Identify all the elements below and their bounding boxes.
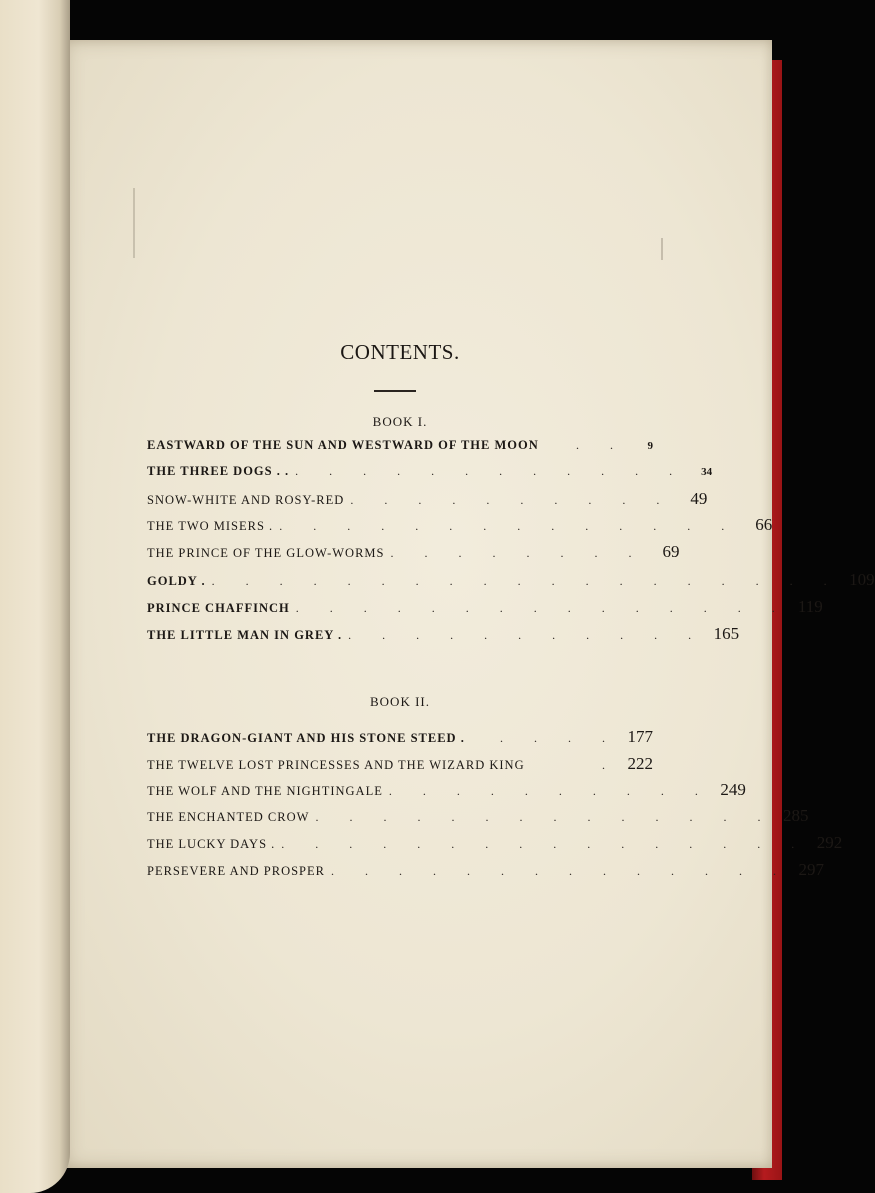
toc-page-number: 69 [662,542,680,561]
toc-entry-title: SNOW-WHITE AND ROSY-RED [147,493,345,507]
toc-entry [147,727,653,751]
toc-entry-title: THE LUCKY DAYS . [147,837,276,851]
toc-page-number: 119 [797,597,823,616]
toc-entry [147,570,875,594]
toc-dot-leader: . . . . . . . . . . . . [295,464,687,478]
toc-page-number: 249 [720,780,746,799]
page-title: CONTENTS. [340,340,460,364]
toc-dot-leader: . . . . . . . . . . . . . . [315,810,775,824]
paper-mark [133,188,135,258]
toc-dot-leader: . . . . . . . . . . . . . . . [295,601,789,615]
toc-entry [147,597,823,621]
toc-page-number: 109 [849,570,875,589]
toc-dot-leader: . . . . . . . . . . . . . . . . . . . [211,574,841,588]
toc-dot-leader: . . . . . . . . . . . . . . . . [281,837,809,851]
toc-page-number: 165 [713,624,740,643]
toc-dot-leader: . . . . . . . . . . . . . . [279,519,739,533]
toc-entry-title: EASTWARD OF THE SUN AND WESTWARD OF THE MOON [147,438,539,452]
toc-page-number: 177 [627,727,653,746]
toc-page-number: 297 [798,860,824,879]
toc-entry-title: GOLDY . [147,574,206,588]
toc-dot-leader: . . . . . . . . [390,546,646,560]
toc-entry [147,489,708,513]
toc-page-number: 9 [647,440,653,452]
toc-page-number: 66 [755,515,773,534]
toc-entry [147,542,680,566]
toc-entry [147,438,653,462]
left-page-edge [0,0,70,1193]
toc-dot-leader: . . . . . . . . . . [388,784,712,798]
toc-entry [147,464,713,488]
toc-entry-title: THE TWO MISERS . [147,519,274,533]
toc-entry-title: THE TWELVE LOST PRINCESSES AND THE WIZARD KING [147,758,525,772]
paper-mark [661,238,663,260]
toc-page-number: 49 [690,489,708,508]
toc-entry [147,806,809,830]
book-heading: BOOK I. [372,414,428,429]
toc-entry [147,780,746,804]
toc-entry-title: PRINCE CHAFFINCH [147,601,290,615]
toc-entry-title: THE LITTLE MAN IN GREY . [147,628,343,642]
toc-page-number: 34 [701,466,713,478]
toc-dot-leader: . . . . . . . . . . [350,493,674,507]
toc-entry [147,624,740,648]
toc-dot-leader: . . . . [500,731,619,745]
toc-dot-leader: . . [576,438,627,452]
title-rule [374,390,416,392]
toc-dot-leader: . . . . . . . . . . . . . . [330,864,790,878]
toc-entry [147,833,843,857]
toc-page-number: 292 [816,833,843,852]
toc-entry-title: THE THREE DOGS . . [147,464,290,478]
toc-dot-leader: . . . . . . . . . . . [348,628,706,642]
toc-dot-leader: . [602,758,619,772]
toc-page-number: 285 [782,806,809,825]
toc-entry [147,754,653,778]
book-heading: BOOK II. [370,694,430,709]
toc-entry-title: THE PRINCE OF THE GLOW-WORMS [147,546,385,560]
toc-entry-title: THE WOLF AND THE NIGHTINGALE [147,784,383,798]
toc-entry [147,515,773,539]
toc-entry-title: THE DRAGON-GIANT AND HIS STONE STEED . [147,731,465,745]
toc-entry [147,860,824,884]
toc-page-number: 222 [627,754,653,773]
toc-entry-title: PERSEVERE AND PROSPER [147,864,325,878]
toc-entry-title: THE ENCHANTED CROW [147,810,310,824]
